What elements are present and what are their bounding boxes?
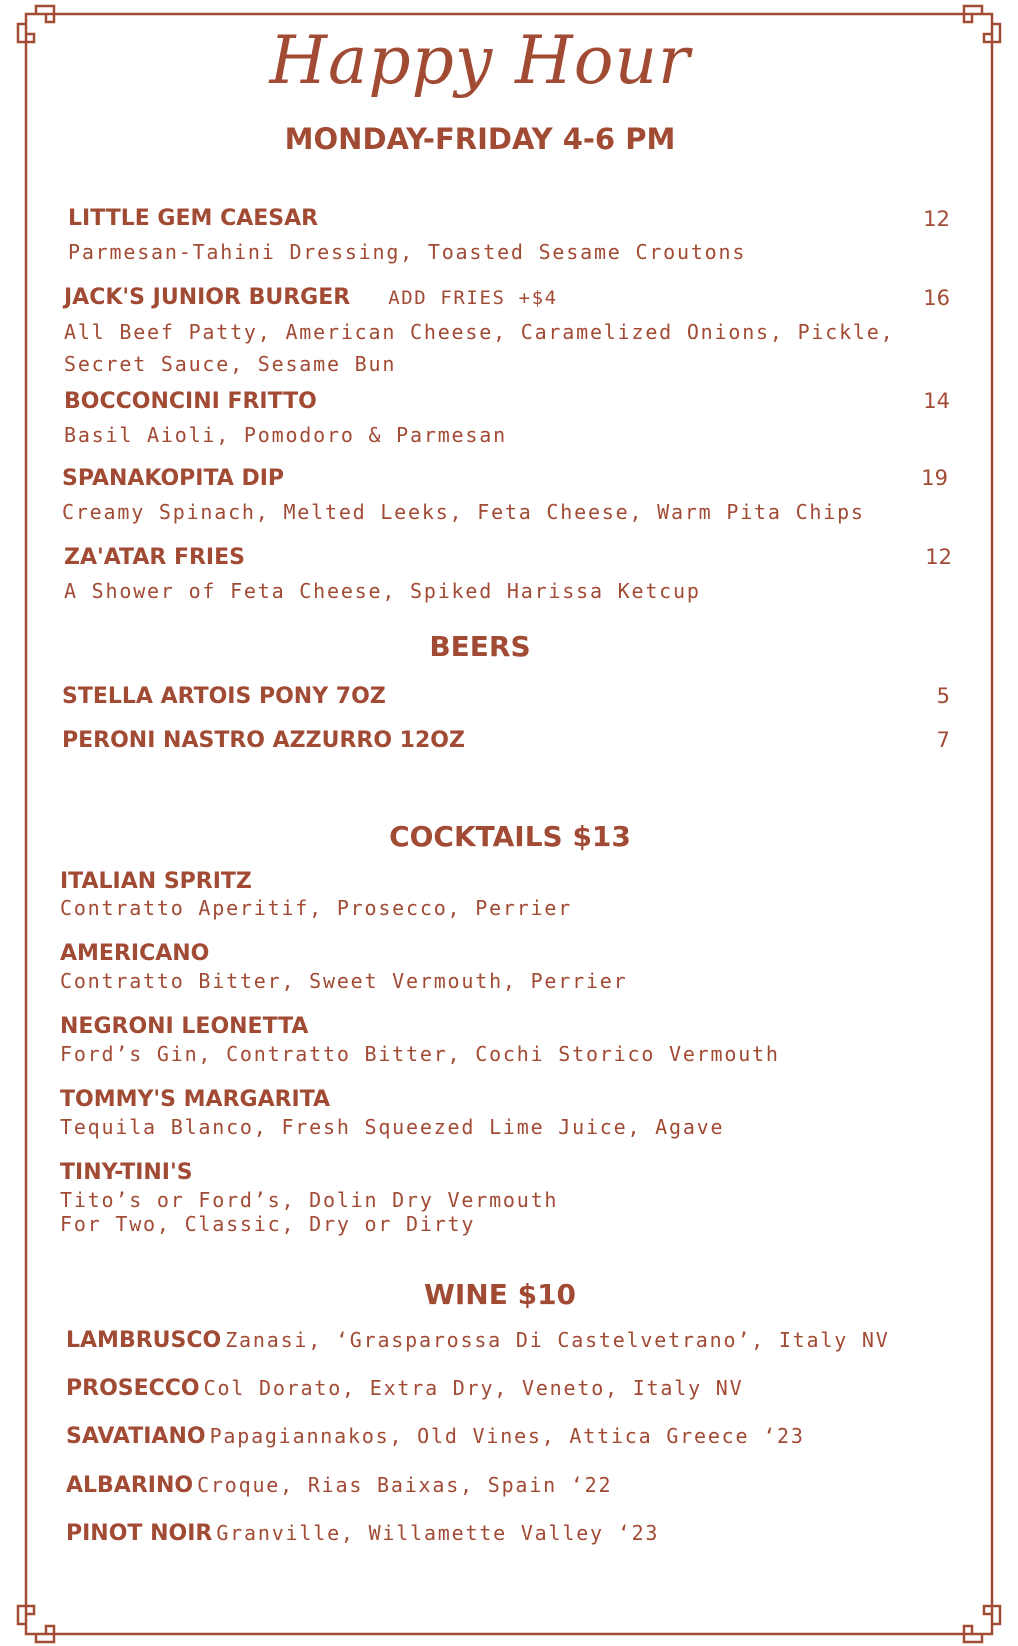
item-description: A Shower of Feta Cheese, Spiked Harissa Ketcup — [64, 579, 701, 603]
item-name: SPANAKOPITA DIP — [62, 466, 285, 491]
item-name: ZA'ATAR FRIES — [64, 545, 245, 570]
item-description: Ford’s Gin, Contratto Bitter, Cochi Storico Vermouth — [60, 1042, 780, 1066]
page-title: Happy Hour — [269, 22, 691, 99]
item-addon: ADD FRIES +$4 — [388, 287, 558, 309]
wine-description: Croque, Rias Baixas, Spain ‘22 — [197, 1473, 613, 1497]
item-price: 16 — [923, 286, 950, 310]
wine-row — [66, 1376, 743, 1401]
wine-description: Col Dorato, Extra Dry, Veneto, Italy NV — [203, 1376, 744, 1400]
item-price: 7 — [936, 728, 950, 752]
wine-description: Papagiannakos, Old Vines, Attica Greece ‘23 — [209, 1424, 805, 1448]
section-heading-wine: WINE $10 — [423, 1278, 577, 1311]
wine-name: ALBARINO — [66, 1473, 194, 1498]
wine-row — [66, 1521, 659, 1546]
wine-row — [66, 1473, 612, 1498]
section-heading-cocktails: COCKTAILS $13 — [389, 820, 631, 853]
wine-name: PINOT NOIR — [66, 1521, 213, 1546]
item-description: All Beef Patty, American Cheese, Caramelized Onions, Pickle, — [64, 320, 895, 344]
wine-description: Zanasi, ‘Grasparossa Di Castelvetrano’, Italy NV — [225, 1328, 890, 1352]
item-name: BOCCONCINI FRITTO — [64, 389, 317, 414]
item-description: Tito’s or Ford’s, Dolin Dry Vermouth — [60, 1188, 559, 1212]
item-name: PERONI NASTRO AZZURRO 12OZ — [62, 728, 465, 753]
item-description: Creamy Spinach, Melted Leeks, Feta Cheese, Warm Pita Chips — [62, 500, 865, 524]
page-subtitle: MONDAY-FRIDAY 4-6 PM — [284, 122, 676, 156]
item-price: 19 — [921, 466, 948, 490]
item-description: Basil Aioli, Pomodoro & Parmesan — [64, 423, 507, 447]
item-description: Tequila Blanco, Fresh Squeezed Lime Juice, Agave — [60, 1115, 725, 1139]
item-description: Contratto Aperitif, Prosecco, Perrier — [60, 896, 573, 920]
item-name: STELLA ARTOIS PONY 7OZ — [62, 684, 386, 709]
item-name: ITALIAN SPRITZ — [60, 869, 252, 894]
item-price: 5 — [936, 684, 950, 708]
item-name: TOMMY'S MARGARITA — [60, 1087, 331, 1112]
item-price: 12 — [925, 545, 952, 569]
item-price: 12 — [923, 207, 950, 231]
item-name-text: JACK'S JUNIOR BURGER — [64, 285, 351, 310]
wine-description: Granville, Willamette Valley ‘23 — [216, 1521, 660, 1545]
item-price: 14 — [923, 389, 950, 413]
wine-name: PROSECCO — [66, 1376, 200, 1401]
item-description: Secret Sauce, Sesame Bun — [64, 352, 397, 376]
wine-row — [66, 1328, 890, 1353]
wine-row — [66, 1424, 805, 1449]
item-description: Parmesan-Tahini Dressing, Toasted Sesame Croutons — [68, 240, 747, 264]
item-name: LITTLE GEM CAESAR — [68, 206, 319, 231]
item-name: NEGRONI LEONETTA — [60, 1014, 309, 1039]
wine-name: LAMBRUSCO — [66, 1328, 222, 1353]
item-name — [64, 285, 558, 310]
item-description: Contratto Bitter, Sweet Vermouth, Perrier — [60, 969, 628, 993]
item-name: AMERICANO — [60, 941, 210, 966]
wine-name: SAVATIANO — [66, 1424, 206, 1449]
item-description: For Two, Classic, Dry or Dirty — [60, 1212, 476, 1236]
section-heading-beers: BEERS — [429, 630, 531, 663]
item-name: TINY-TINI'S — [60, 1160, 193, 1185]
